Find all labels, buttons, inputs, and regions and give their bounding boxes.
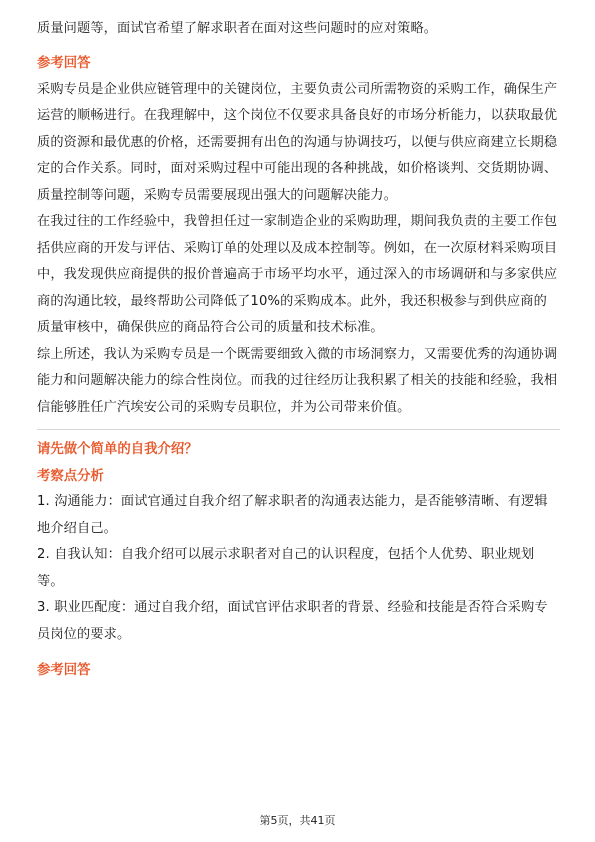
section-divider (37, 429, 560, 430)
question-title: 请先做个简单的自我介绍？ (37, 442, 198, 457)
answer-paragraph-3: 综上所述，我认为采购专员是一个既需要细致入微的市场洞察力，又需要优秀的沟通协调能力和问题解决能力的综合性岗位。而我的过往经历让我积累了相关的技能和经验，我相信能够胜任广汽埃安公司的采购专员职位，并为公司带来价值。 (37, 346, 558, 415)
analysis-heading: 考察点分析 (37, 469, 104, 484)
page-number: 第5页，共41页 (259, 814, 336, 827)
analysis-point-1: 1. 沟通能力：面试官通过自我介绍了解求职者的沟通表达能力，是否能够清晰、有逻辑地介绍自己。 (37, 494, 548, 536)
answer-paragraph-2: 在我过往的工作经验中，我曾担任过一家制造企业的采购助理，期间我负责的主要工作包括供应商的开发与评估、采购订单的处理以及成本控制等。例如，在一次原材料采购项目中，我发现供应商提供的报价普遍高于市场平均水平，通过深入的市场调研和与多家供应商的沟通比较，最终帮助公司降低了10%的采购成本。此外，我还积极参与到供应商的质量审核中，确保供应的商品符合公司的质量和技术标准。 (37, 214, 558, 335)
intro-tail-text: 质量问题等，面试官希望了解求职者在面对这些问题时的应对策略。 (37, 21, 438, 36)
analysis-point-3: 3. 职业匹配度：通过自我介绍，面试官评估求职者的背景、经验和技能是否符合采购专员岗位的要求。 (37, 600, 548, 642)
answer-paragraph-1: 采购专员是企业供应链管理中的关键岗位，主要负责公司所需物资的采购工作，确保生产运营的顺畅进行。在我理解中，这个岗位不仅要求具备良好的市场分析能力，以获取最优质的资源和最优惠的价格，还需要拥有出色的沟通与协调技巧，以便与供应商建立长期稳定的合作关系。同时，面对采购过程中可能出现的各种挑战，如价格谈判、交货期协调、质量控制等问题，采购专员需要展现出强大的问题解决能力。 (37, 81, 558, 203)
answer-heading: 参考回答 (37, 55, 91, 71)
page-content (37, 16, 560, 683)
answer-heading-2: 参考回答 (37, 663, 91, 678)
analysis-point-2: 2. 自我认知：自我介绍可以展示求职者对自己的认识程度，包括个人优势、职业规划等。 (37, 547, 535, 589)
